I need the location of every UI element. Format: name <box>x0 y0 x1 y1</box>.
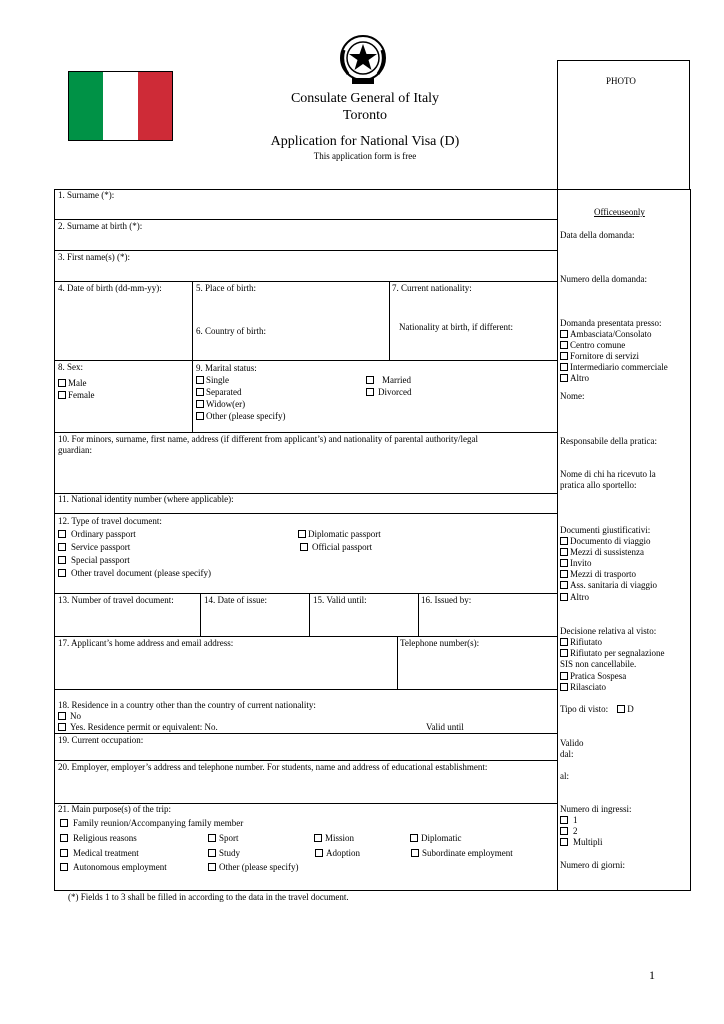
field-first-names[interactable]: 3. First name(s) (*): <box>58 252 130 262</box>
td-special-label: Special passport <box>71 555 130 565</box>
checkbox-icon[interactable] <box>58 569 66 577</box>
purpose-sport-option[interactable] <box>208 833 239 844</box>
purpose-subordinate-label: Subordinate employment <box>422 848 513 858</box>
office-rifiutato-sis-label: Rifiutato per segnalazione <box>570 648 665 658</box>
checkbox-icon[interactable] <box>208 834 216 842</box>
checkbox-icon[interactable] <box>560 581 568 589</box>
field-issued-by[interactable]: 16. Issued by: <box>421 595 472 605</box>
office-fornitore-label: Fornitore di servizi <box>570 351 639 361</box>
checkbox-icon[interactable] <box>196 412 204 420</box>
office-nome-chi-1: Nome di chi ha ricevuto la <box>560 469 656 479</box>
checkbox-icon[interactable] <box>60 863 68 871</box>
photo-label: PHOTO <box>606 76 636 86</box>
office-intermediario-option[interactable] <box>560 362 668 373</box>
office-responsabile: Responsabile della pratica: <box>560 436 657 446</box>
checkbox-icon[interactable] <box>300 543 308 551</box>
sex-male-option[interactable] <box>58 378 87 389</box>
page-number: 1 <box>649 968 655 982</box>
office-tipo-visto-label: Tipo di visto: <box>560 704 609 714</box>
office-nome-chi-2: pratica allo sportello: <box>560 480 637 490</box>
checkbox-icon[interactable] <box>58 723 66 731</box>
flag-white-stripe <box>103 72 137 140</box>
field-nationality-at-birth[interactable]: Nationality at birth, if different: <box>399 322 514 332</box>
checkbox-icon[interactable] <box>298 530 306 538</box>
office-dal: dal: <box>560 749 574 759</box>
checkbox-icon[interactable] <box>60 819 68 827</box>
office-altro-label: Altro <box>570 373 589 383</box>
checkbox-icon[interactable] <box>60 834 68 842</box>
office-ingressi-multipli-option[interactable] <box>560 837 603 848</box>
checkbox-icon[interactable] <box>560 352 568 360</box>
purpose-family-label: Family reunion/Accompanying family member <box>73 818 244 828</box>
purpose-medical-label: Medical treatment <box>73 848 139 858</box>
office-rifiutato-label: Rifiutato <box>570 637 602 647</box>
purpose-autonomous-option[interactable] <box>60 862 167 873</box>
office-documenti: Documenti giustificativi: <box>560 525 651 535</box>
td-diplomatic-label: Diplomatic passport <box>308 529 381 539</box>
td-service-option[interactable] <box>58 542 130 553</box>
office-ingressi-2-label: 2 <box>573 826 578 836</box>
marital-separated-label: Separated <box>206 387 242 397</box>
checkbox-icon[interactable] <box>196 388 204 396</box>
residence-no-option[interactable] <box>58 711 81 722</box>
marital-married-label: Married <box>382 375 411 385</box>
office-ambasciata-option[interactable] <box>560 329 651 340</box>
office-ingressi-2-option[interactable] <box>560 826 578 837</box>
office-doc-viaggio-label: Documento di viaggio <box>570 536 651 546</box>
td-official-label: Official passport <box>312 542 373 552</box>
checkbox-icon[interactable] <box>560 683 568 691</box>
field-country-of-birth[interactable]: 6. Country of birth: <box>196 326 266 336</box>
marital-single-option[interactable] <box>196 375 229 386</box>
footnote: (*) Fields 1 to 3 shall be filled in according to the data in the travel document. <box>68 892 349 902</box>
office-fornitore-option[interactable] <box>560 351 639 362</box>
checkbox-icon[interactable] <box>560 559 568 567</box>
office-altro2-label: Altro <box>570 592 589 602</box>
checkbox-icon[interactable] <box>560 638 568 646</box>
field-travel-doc-type: 12. Type of travel document: <box>58 516 162 526</box>
office-ingressi-1-option[interactable] <box>560 815 578 826</box>
td-other-option[interactable] <box>58 568 211 579</box>
purpose-other-label: Other (please specify) <box>219 862 299 872</box>
office-numero-domanda: Numero della domanda: <box>560 274 647 284</box>
office-invito-option[interactable] <box>560 558 592 569</box>
purpose-sport-label: Sport <box>219 833 239 843</box>
marital-separated-option[interactable] <box>196 387 241 398</box>
purpose-mission-label: Mission <box>325 833 355 843</box>
flag-red-stripe <box>138 72 172 140</box>
free-note: This application form is free <box>313 151 417 161</box>
checkbox-icon[interactable] <box>196 400 204 408</box>
italian-flag <box>68 71 173 141</box>
residence-no-label: No <box>70 711 81 721</box>
checkbox-icon[interactable] <box>58 391 66 399</box>
purpose-diplomatic-option[interactable] <box>410 833 462 844</box>
purpose-medical-option[interactable] <box>60 848 139 859</box>
office-ingressi-multipli-label: Multipli <box>573 837 603 847</box>
office-sis-non: SIS non cancellabile. <box>560 659 637 669</box>
field-telephone[interactable]: Telephone number(s): <box>400 638 480 648</box>
office-centro-option[interactable] <box>560 340 625 351</box>
checkbox-icon[interactable] <box>366 388 374 396</box>
marital-other-option[interactable] <box>196 411 285 422</box>
checkbox-icon[interactable] <box>208 849 216 857</box>
checkbox-icon[interactable] <box>315 849 323 857</box>
office-rilasciato-label: Rilasciato <box>570 682 606 692</box>
checkbox-icon[interactable] <box>58 712 66 720</box>
application-title: Application for National Visa (D) <box>270 134 460 149</box>
office-valido: Valido <box>560 738 584 748</box>
marital-married-option[interactable] <box>366 375 411 386</box>
office-rifiutato-sis-option[interactable] <box>560 648 664 659</box>
purpose-adoption-label: Adoption <box>326 848 361 858</box>
field-place-of-birth[interactable]: 5. Place of birth: <box>196 283 256 293</box>
checkbox-icon[interactable] <box>560 570 568 578</box>
checkbox-icon[interactable] <box>560 341 568 349</box>
field-trip-purpose: 21. Main purpose(s) of the trip: <box>58 804 171 814</box>
checkbox-icon[interactable] <box>560 374 568 382</box>
office-tipo-d-label: D <box>627 704 634 714</box>
checkbox-icon[interactable] <box>196 376 204 384</box>
office-tipo-visto <box>560 704 634 715</box>
office-data-domanda: Data della domanda: <box>560 230 635 240</box>
checkbox-icon[interactable] <box>560 838 568 846</box>
sex-female-label: Female <box>68 390 95 400</box>
sex-male-label: Male <box>68 378 87 388</box>
field-surname[interactable]: 1. Surname (*): <box>58 190 115 200</box>
marital-single-label: Single <box>206 375 230 385</box>
checkbox-icon[interactable] <box>617 705 625 713</box>
office-nome: Nome: <box>560 391 585 401</box>
flag-green-stripe <box>69 72 103 140</box>
purpose-family-option[interactable] <box>60 818 243 829</box>
office-mezzi-trasporto-label: Mezzi di trasporto <box>570 569 636 579</box>
checkbox-icon[interactable] <box>314 834 322 842</box>
marital-divorced-option[interactable] <box>366 387 412 398</box>
residence-valid-until[interactable]: Valid until <box>426 722 464 732</box>
checkbox-icon[interactable] <box>560 537 568 545</box>
field-surname-at-birth[interactable]: 2. Surname at birth (*): <box>58 221 143 231</box>
office-mezzi-trasporto-option[interactable] <box>560 569 636 580</box>
field-home-address[interactable]: 17. Applicant’s home address and email address: <box>58 638 234 648</box>
field-current-occupation[interactable]: 19. Current occupation: <box>58 735 144 745</box>
office-numero-giorni: Numero di giorni: <box>560 860 625 870</box>
checkbox-icon[interactable] <box>60 849 68 857</box>
td-official-option[interactable] <box>300 542 372 553</box>
purpose-religious-option[interactable] <box>60 833 137 844</box>
field-sex: 8. Sex: <box>58 362 84 372</box>
office-ass-sanitaria-label: Ass. sanitaria di viaggio <box>570 580 657 590</box>
checkbox-icon[interactable] <box>411 849 419 857</box>
checkbox-icon[interactable] <box>560 827 568 835</box>
italian-emblem-icon <box>338 32 388 88</box>
field-minors-guardian-cont: guardian: <box>58 445 92 455</box>
field-minors-guardian[interactable]: 10. For minors, surname, first name, address (if different from applicant’s) and nationality of parental authority/legal <box>58 434 478 444</box>
marital-divorced-label: Divorced <box>378 387 412 397</box>
office-decisione: Decisione relativa al visto: <box>560 626 657 636</box>
marital-widow-option[interactable] <box>196 399 245 410</box>
purpose-diplomatic-label: Diplomatic <box>421 833 462 843</box>
td-ordinary-label: Ordinary passport <box>71 529 136 539</box>
field-residence-other-country: 18. Residence in a country other than the country of current nationality: <box>58 700 316 710</box>
residence-yes-label: Yes. Residence permit or equivalent: No. <box>70 722 218 732</box>
td-service-label: Service passport <box>71 542 131 552</box>
office-numero-ingressi: Numero di ingressi: <box>560 804 632 814</box>
checkbox-icon[interactable] <box>560 593 568 601</box>
checkbox-icon[interactable] <box>58 543 66 551</box>
field-employer[interactable]: 20. Employer, employer’s address and telephone number. For students, name and address of educational establishment: <box>58 762 488 772</box>
td-ordinary-option[interactable] <box>58 529 136 540</box>
purpose-other-option[interactable] <box>208 862 298 873</box>
checkbox-icon[interactable] <box>366 376 374 384</box>
purpose-adoption-option[interactable] <box>315 848 360 859</box>
checkbox-icon[interactable] <box>58 530 66 538</box>
office-mezzi-sussistenza-label: Mezzi di sussistenza <box>570 547 644 557</box>
td-other-label: Other travel document (please specify) <box>71 568 211 578</box>
residence-yes-option[interactable] <box>58 722 218 733</box>
purpose-mission-option[interactable] <box>314 833 354 844</box>
checkbox-icon[interactable] <box>560 649 568 657</box>
marital-widow-label: Widow(er) <box>206 399 246 409</box>
purpose-religious-label: Religious reasons <box>73 833 137 843</box>
office-use-title: Officeuseonly <box>594 207 645 217</box>
office-rilasciato-option[interactable] <box>560 682 606 693</box>
checkbox-icon[interactable] <box>560 672 568 680</box>
office-intermediario-label: Intermediario commerciale <box>570 362 668 372</box>
office-ambasciata-label: Ambasciata/Consolato <box>570 329 652 339</box>
sex-female-option[interactable] <box>58 390 95 401</box>
checkbox-icon[interactable] <box>560 363 568 371</box>
office-altro2-option[interactable] <box>560 592 589 603</box>
office-altro-option[interactable] <box>560 373 589 384</box>
td-special-option[interactable] <box>58 555 130 566</box>
checkbox-icon[interactable] <box>560 330 568 338</box>
consulate-title: Consulate General of Italy <box>290 91 440 106</box>
field-date-of-issue[interactable]: 14. Date of issue: <box>204 595 267 605</box>
purpose-study-option[interactable] <box>208 848 240 859</box>
checkbox-icon[interactable] <box>410 834 418 842</box>
checkbox-icon[interactable] <box>208 863 216 871</box>
field-current-nationality[interactable]: 7. Current nationality: <box>392 283 472 293</box>
purpose-autonomous-label: Autonomous employment <box>73 862 167 872</box>
marital-other-label: Other (please specify) <box>206 411 286 421</box>
office-al: al: <box>560 771 569 781</box>
office-invito-label: Invito <box>570 558 592 568</box>
field-travel-doc-number[interactable]: 13. Number of travel document: <box>58 595 174 605</box>
purpose-study-label: Study <box>219 848 241 858</box>
office-ass-sanitaria-option[interactable] <box>560 580 657 591</box>
field-national-id[interactable]: 11. National identity number (where applicable): <box>58 494 234 504</box>
office-pratica-sospesa-label: Pratica Sospesa <box>570 671 627 681</box>
checkbox-icon[interactable] <box>560 548 568 556</box>
checkbox-icon[interactable] <box>58 556 66 564</box>
consulate-city: Toronto <box>342 108 388 123</box>
checkbox-icon[interactable] <box>58 379 66 387</box>
office-ingressi-1-label: 1 <box>573 815 578 825</box>
field-marital-status: 9. Marital status: <box>196 363 257 373</box>
checkbox-icon[interactable] <box>560 816 568 824</box>
field-valid-until[interactable]: 15. Valid until: <box>313 595 367 605</box>
office-doc-viaggio-option[interactable] <box>560 536 651 547</box>
office-pratica-sospesa-option[interactable] <box>560 671 626 682</box>
office-centro-label: Centro comune <box>570 340 626 350</box>
office-mezzi-sussistenza-option[interactable] <box>560 547 644 558</box>
field-date-of-birth[interactable]: 4. Date of birth (dd-mm-yy): <box>58 283 162 293</box>
td-diplomatic-option[interactable] <box>298 529 381 540</box>
office-rifiutato-option[interactable] <box>560 637 602 648</box>
purpose-subordinate-option[interactable] <box>411 848 513 859</box>
office-presentata: Domanda presentata presso: <box>560 318 662 328</box>
